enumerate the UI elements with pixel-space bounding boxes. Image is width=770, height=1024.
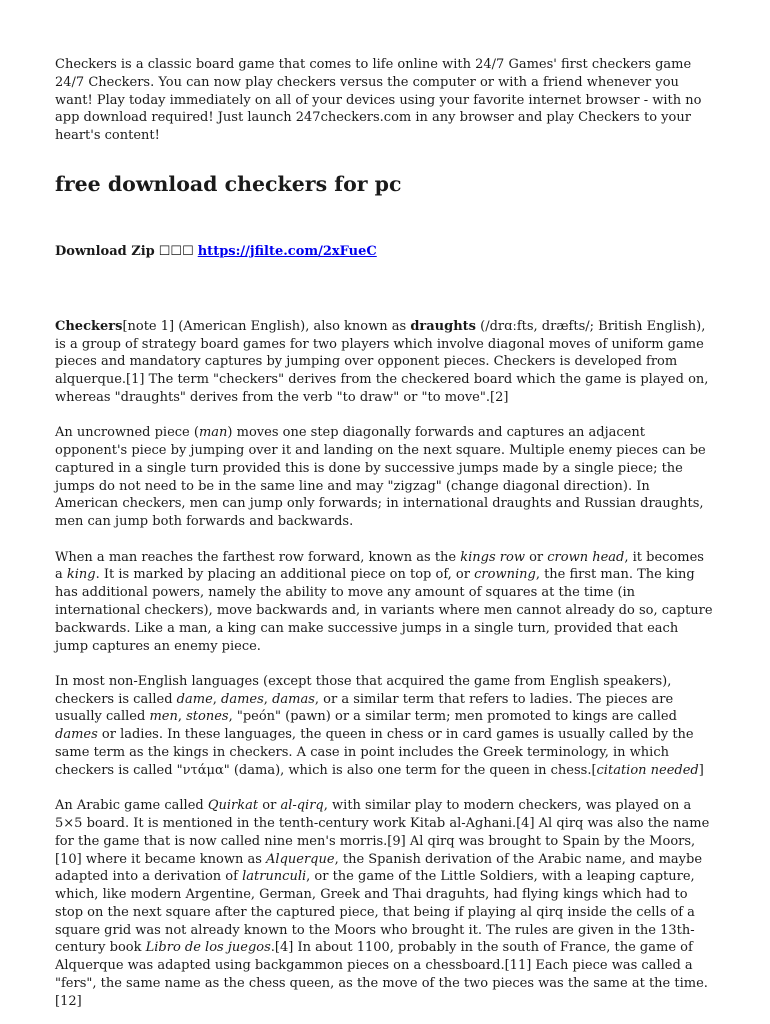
download-link[interactable]: https://jfilte.com/2xFueC bbox=[197, 243, 377, 259]
p4-italic-1: dame bbox=[176, 691, 213, 707]
p3-italic-4: crowning bbox=[474, 567, 536, 583]
intro-paragraph: Checkers is a classic board game that comes to life online with 24/7 Games' first checkers game 24/7 Checkers. You can now play checkers versus the computer or with a friend whenever you want! Play today immediately on all of your devices using your favorite internet browser - with no app download required! Just launch 247checkers.com in any browser and play Checkers to your heart's content! bbox=[55, 57, 702, 144]
p4-italic-6: dames bbox=[55, 727, 98, 743]
p4-italic-7: citation needed bbox=[596, 762, 699, 778]
paragraph-arabic-origin bbox=[55, 797, 715, 1011]
p5-italic-1: Quirkat bbox=[207, 798, 259, 814]
paragraph-non-english-names bbox=[55, 673, 715, 780]
p5-text-5: , or the game of the Little Soldiers, with a leaping capture, which, like modern Argentine, German, Greek and Thai draguhts, had flying kings which had to stop on the next square after the captured piece, that being if playing al qirq inside the cells of a square grid was not already known to the Moors who brought it. The rules are given in the 13th-century book bbox=[55, 869, 695, 956]
p4-text-7: or ladies. In these languages, the queen in chess or in card games is usually called by the same term as the kings in checkers. A case in point includes the Greek terminology, in which checkers is called "ντάμα" (dama), which is also one term for the queen in chess.[ bbox=[55, 727, 694, 778]
p2-italic-1: man bbox=[198, 425, 228, 441]
p5-italic-3: Alquerque bbox=[266, 851, 335, 867]
p4-italic-5: stones bbox=[186, 709, 229, 725]
term-draughts: draughts bbox=[410, 318, 476, 334]
p5-text-3: , with similar play to modern checkers, was played on a 5×5 board. It is mentioned in the tenth-century work Kitab al-Aghani.[4] Al qirq was also the name for the game that is now called nine men's morris.[9] Al qirq was brought to Spain by the Moors,[10] where it became known as bbox=[55, 798, 710, 867]
p4-text-5: , bbox=[177, 709, 187, 725]
download-arrows-icon: ☐☐☐ bbox=[158, 243, 194, 259]
page-title: free download checkers for pc bbox=[55, 171, 402, 196]
download-label: Download Zip bbox=[55, 243, 155, 259]
paragraph-king bbox=[55, 549, 715, 656]
p4-italic-3: damas bbox=[272, 691, 315, 707]
p3-italic-1: kings row bbox=[460, 549, 525, 565]
p5-italic-4: latrunculi bbox=[242, 869, 307, 885]
download-line bbox=[55, 243, 715, 261]
p5-italic-2: al-qirq bbox=[280, 798, 324, 814]
p2-text-2: ) moves one step diagonally forwards and captures an adjacent opponent's piece by jumping over it and landing on the next square. Multiple enemy pieces can be captured in a single turn provided this is done by successive jumps made by a single piece; the jumps do not need to be in the same line and may "zigzag" (change diagonal direction). In American checkers, men can jump only forwards; in international draughts and Russian draughts, men can jump both forwards and backwards. bbox=[55, 425, 706, 530]
p5-text-6: .[4] In about 1100, probably in the south of France, the game of Alquerque was adapted using backgammon pieces on a chessboard.[11] Each piece was called a "fers", the same name as the chess queen, as the move of the two pieces was the same at the time.[12] bbox=[55, 940, 708, 1009]
p4-text-1: In most non-English languages (except those that acquired the game from English speakers), checkers is called bbox=[55, 673, 672, 707]
p1-text-2: (/drɑːfts, dræfts/; British English), is a group of strategy board games for two players which involve diagonal moves of uniform game pieces and mandatory captures by jumping over opponent pieces. Checkers is developed from alquerque.[1] The term "checkers" derives from the checkered board which the game is played on, whereas "draughts" derives from the verb "to draw" or "to move".[2] bbox=[55, 318, 709, 405]
p4-text-4: , or a similar term that refers to ladies. The pieces are usually called bbox=[55, 691, 674, 725]
p4-text-8: ] bbox=[698, 762, 704, 778]
p3-text-3: , it becomes a bbox=[55, 549, 704, 583]
p4-text-3: , bbox=[263, 691, 273, 707]
p4-text-6: , "peón" (pawn) or a similar term; men promoted to kings are called bbox=[228, 709, 677, 725]
p3-text-2: or bbox=[524, 549, 548, 565]
p3-italic-2: crown head bbox=[547, 549, 625, 565]
p3-italic-3: king bbox=[66, 567, 96, 583]
p2-text-1: An uncrowned piece ( bbox=[55, 425, 199, 441]
p3-text-5: , the first man. The king has additional powers, namely the ability to move any amount of squares at the time (in international checkers), move backwards and, in variants where men cannot already do so, capture backwards. Like a man, a king can make successive jumps in a single turn, provided that each jump captures an enemy piece. bbox=[55, 567, 713, 654]
p4-italic-2: dames bbox=[221, 691, 264, 707]
p5-text-1: An Arabic game called bbox=[55, 798, 208, 814]
paragraph-checkers-definition bbox=[55, 318, 715, 407]
p3-text-1: When a man reaches the farthest row forward, known as the bbox=[55, 549, 461, 565]
p4-text-2: , bbox=[212, 691, 222, 707]
p5-text-4: , the Spanish derivation of the Arabic name, and maybe adapted into a derivation of bbox=[55, 851, 703, 885]
p5-text-2: or bbox=[258, 798, 281, 814]
p4-italic-4: men bbox=[149, 709, 178, 725]
paragraph-uncrowned-piece bbox=[55, 424, 715, 531]
p1-text-1: [note 1] (American English), also known as bbox=[122, 318, 411, 334]
p5-italic-5: Libro de los juegos bbox=[145, 940, 271, 956]
p3-text-4: . It is marked by placing an additional piece on top of, or bbox=[95, 567, 475, 583]
term-checkers: Checkers bbox=[55, 318, 123, 334]
